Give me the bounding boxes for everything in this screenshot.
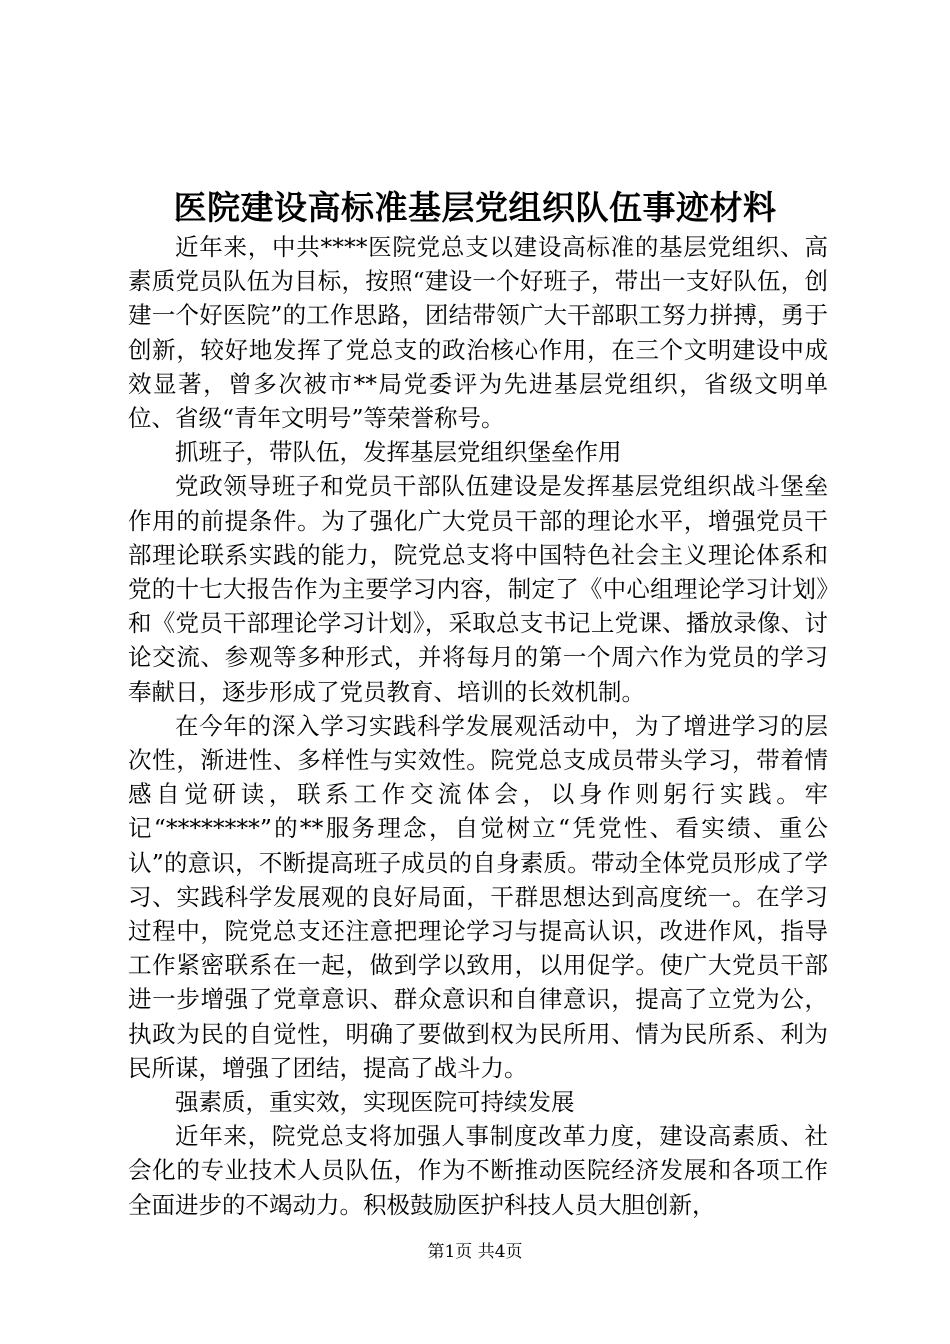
paragraph-team-building: 党政领导班子和党员干部队伍建设是发挥基层党组织战斗堡垒作用的前提条件。为了强化广大党员干部的理论水平，增强党员干部理论联系实践的能力，院党总支将中国特色社会主义理论体系和党的十七大报告作为主要学习内容，制定了《中心组理论学习计划》和《党员干部理论学习计划》，采取总支书记上党课、播放录像、讨论交流、参观等多种形式，并将每月的第一个周六作为党员的学习奉献日，逐步形成了党员教育、培训的长效机制。 <box>128 472 828 706</box>
document-body <box>128 230 828 1222</box>
page-number-footer: 第1页 共4页 <box>427 1242 523 1262</box>
paragraph-intro: 近年来，中共****医院党总支以建设高标准的基层党组织、高素质党员队伍为目标，按照“建设一个好班子，带出一支好队伍，创建一个好医院”的工作思路，团结带领广大干部职工努力拼搏，勇于创新，较好地发挥了党总支的政治核心作用，在三个文明建设中成效显著，曾多次被市**局党委评为先进基层党组织，省级文明单位、省级“青年文明号”等荣誉称号。 <box>128 233 828 433</box>
section-heading-2: 强素质，重实效，实现医院可持续发展 <box>175 1088 575 1117</box>
paragraph-personnel-reform: 近年来，院党总支将加强人事制度改革力度，建设高素质、社会化的专业技术人员队伍，作为不断推动医院经济发展和各项工作全面进步的不竭动力。积极鼓励医护科技人员大胆创新， <box>128 1122 828 1219</box>
section-heading-1: 抓班子，带队伍，发挥基层党组织堡垒作用 <box>175 438 622 467</box>
document-title: 医院建设高标准基层党组织队伍事迹材料 <box>173 188 777 227</box>
paragraph-study-practice: 在今年的深入学习实践科学发展观活动中，为了增进学习的层次性，渐进性、多样性与实效性。院党总支成员带头学习，带着情感自觉研读，联系工作交流体会，以身作则躬行实践。牢记“********”的**服务理念，自觉树立“凭党性、看实绩、重公认”的意识，不断提高班子成员的自身素质。带动全体党员形成了学习、实践科学发展观的良好局面，干群思想达到高度统一。在学习过程中，院党总支还注意把理论学习与提高认识，改进作风，指导工作紧密联系在一起，做到学以致用，以用促学。使广大党员干部进一步增强了党章意识、群众意识和自律意识，提高了立党为公，执政为民的自觉性，明确了要做到权为民所用、情为民所系、利为民所谋，增强了团结，提高了战斗力。 <box>128 711 828 1082</box>
